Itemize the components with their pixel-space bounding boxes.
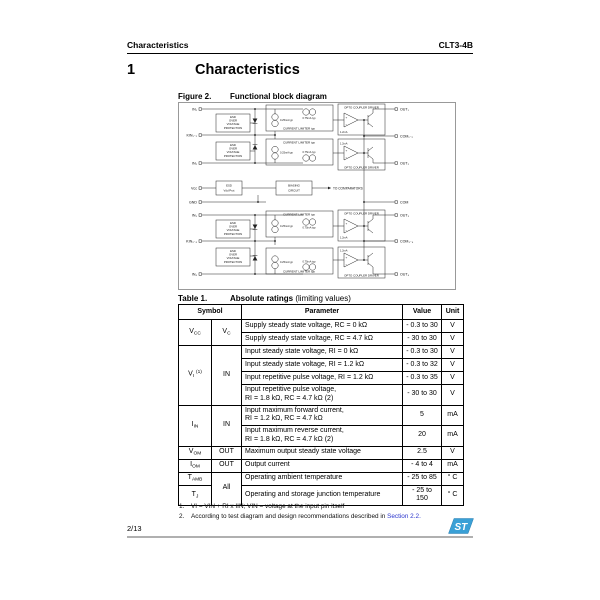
parameter-cell: Operating and storage junction temperature (242, 485, 403, 506)
footnote-number: 2. (179, 512, 185, 520)
svg-text:0.25mA typ: 0.25mA typ (280, 119, 293, 123)
svg-text:−: − (345, 155, 348, 160)
parameter-cell: Operating ambient temperature (242, 472, 403, 485)
svg-text:1.2mA: 1.2mA (340, 249, 348, 253)
svg-text:Vcc: Vcc (191, 186, 197, 191)
block-diagram-svg (178, 102, 456, 290)
table-row (179, 405, 464, 426)
running-header-left: Characteristics (127, 40, 189, 50)
svg-text:COM₃₋₄: COM₃₋₄ (400, 239, 414, 244)
value-cell: 5 (403, 405, 442, 426)
svg-text:OUT₃: OUT₃ (400, 213, 410, 218)
svg-text:CURRENT LIMITER typ: CURRENT LIMITER typ (282, 140, 316, 145)
parameter-cell: Input steady state voltage, RI = 0 kΩ (242, 346, 403, 359)
svg-text:0.25mA typ: 0.25mA typ (280, 225, 293, 228)
table-title: Absolute ratings (230, 294, 294, 303)
footer-rule (127, 536, 473, 538)
svg-text:CURRENT LIMITER typ: CURRENT LIMITER typ (282, 126, 316, 131)
unit-cell: V (442, 359, 464, 372)
svg-text:1.2mA: 1.2mA (340, 142, 348, 146)
unit-cell: V (442, 346, 464, 359)
parameter-cell: Input repetitive pulse voltage, RI = 1.8 kΩ, RC = 4.7 kΩ (2) (242, 385, 403, 406)
svg-text:KIN₁₋₂: KIN₁₋₂ (186, 133, 197, 138)
parameter-cell: Supply steady state voltage, RC = 0 kΩ (242, 320, 403, 333)
parameter-cell: Supply steady state voltage, RC = 4.7 kΩ (242, 333, 403, 346)
value-cell: - 4 to 4 (403, 459, 442, 472)
svg-text:OUT₁: OUT₁ (400, 107, 409, 112)
value-cell: - 25 to 150 (403, 485, 442, 506)
parameter-cell: Input steady state voltage, RI = 1.2 kΩ (242, 359, 403, 372)
running-header-right: CLT3-4B (438, 40, 473, 50)
col-unit: Unit (442, 305, 464, 320)
to-comparators-label: TO COMPARATORS (333, 186, 363, 191)
footnote-text: According to test diagram and design recommendations described in Section 2.2. (191, 512, 421, 520)
svg-text:PROTECTION: PROTECTION (223, 259, 243, 264)
svg-text:1.2mA: 1.2mA (340, 131, 348, 134)
svg-text:VOLTAGE: VOLTAGE (226, 228, 240, 233)
parameter-cell: Input maximum forward current, RI = 1.2 kΩ, RC = 4.7 kΩ (242, 405, 403, 426)
pin-cell: OUT (212, 459, 242, 472)
svg-text:PROTECTION: PROTECTION (223, 153, 243, 158)
svg-text:VOLTAGE: VOLTAGE (226, 122, 240, 127)
symbol-cell: $I_{OM}$ (179, 459, 212, 472)
table-row (179, 459, 464, 472)
unit-cell: ° C (442, 472, 464, 485)
unit-cell: mA (442, 426, 464, 447)
svg-text:VOLTAGE: VOLTAGE (226, 256, 240, 261)
svg-text:CURRENT LIMITER typ: CURRENT LIMITER typ (282, 269, 316, 274)
pin-cell: IN (212, 346, 242, 406)
svg-text:OPTO COUPLER DRIVER: OPTO COUPLER DRIVER (344, 211, 379, 216)
symbol-cell: $I_{IN}$ (179, 405, 212, 446)
unit-cell: V (442, 333, 464, 346)
svg-text:COM: COM (400, 200, 409, 205)
col-parameter: Parameter (242, 305, 403, 320)
svg-text:Vdd Prot: Vdd Prot (223, 188, 235, 193)
symbol-cell: $T_{AMB}$ (179, 472, 212, 485)
svg-text:+: + (345, 115, 348, 120)
svg-text:ESD: ESD (230, 115, 236, 119)
svg-text:0.25mA typ: 0.25mA typ (280, 151, 293, 155)
svg-text:IN₄: IN₄ (191, 272, 197, 277)
svg-text:+: + (345, 221, 348, 226)
value-cell: - 0.3 to 35 (403, 372, 442, 385)
functional-block-diagram (178, 102, 456, 290)
unit-cell: V (442, 320, 464, 333)
col-symbol: Symbol (179, 305, 242, 320)
table-row (179, 320, 464, 333)
svg-text:CURRENT LIMITER typ: CURRENT LIMITER typ (282, 212, 316, 217)
svg-text:IN₃: IN₃ (191, 213, 197, 218)
svg-text:0.75mA typ: 0.75mA typ (302, 226, 316, 230)
absolute-ratings-table (178, 304, 464, 506)
svg-text:OUT₂: OUT₂ (400, 161, 409, 166)
page-number: 2/13 (127, 524, 142, 533)
svg-text:OPTO COUPLER DRIVER: OPTO COUPLER DRIVER (344, 105, 379, 110)
st-logo-text: ST (454, 521, 468, 533)
value-cell: - 30 to 30 (403, 385, 442, 406)
symbol-cell: $V_{OM}$ (179, 446, 212, 459)
svg-text:VOLTAGE: VOLTAGE (226, 150, 240, 155)
value-cell: 2.5 (403, 446, 442, 459)
table-subtitle: (limiting values) (293, 294, 351, 303)
value-cell: - 0.3 to 30 (403, 320, 442, 333)
footnote-text: VI = VIN + RI x IIN; VIN = voltage at the input pin itself (191, 503, 345, 510)
svg-text:ESD: ESD (230, 143, 236, 147)
footnote-2 (179, 513, 421, 520)
svg-text:0.25mA typ: 0.25mA typ (280, 261, 293, 264)
st-logo-svg (448, 518, 474, 534)
table-label: Table 1. (178, 294, 208, 303)
unit-cell: V (442, 385, 464, 406)
pin-cell: OUT (212, 446, 242, 459)
table-caption (178, 294, 351, 303)
svg-text:IN₁: IN₁ (192, 107, 197, 112)
value-cell: - 30 to 30 (403, 333, 442, 346)
value-cell: - 0.3 to 30 (403, 346, 442, 359)
table-row (179, 472, 464, 485)
svg-text:+: + (345, 255, 348, 260)
value-cell: - 25 to 85 (403, 472, 442, 485)
parameter-cell: Input maximum reverse current, RI = 1.8 kΩ, RC = 4.7 kΩ (2) (242, 426, 403, 447)
symbol-cell: $V_I$ $^{(1)}$ (179, 346, 212, 406)
svg-text:OPTO COUPLER DRIVER: OPTO COUPLER DRIVER (344, 273, 379, 278)
svg-text:KIN₃₋₄: KIN₃₋₄ (186, 239, 197, 244)
header-rule (127, 53, 473, 54)
svg-text:−: − (345, 122, 348, 127)
svg-text:CIRCUIT: CIRCUIT (288, 188, 300, 193)
svg-text:0.75mA typ: 0.75mA typ (302, 260, 316, 264)
parameter-cell: Output current (242, 459, 403, 472)
unit-cell: ° C (442, 485, 464, 506)
figure-title: Functional block diagram (230, 92, 327, 101)
figure-caption (178, 92, 327, 101)
unit-cell: mA (442, 405, 464, 426)
svg-text:OVER: OVER (229, 252, 237, 257)
svg-text:GND: GND (189, 200, 197, 205)
svg-text:OUT₄: OUT₄ (400, 272, 410, 277)
unit-cell: mA (442, 459, 464, 472)
svg-text:COM₁₋₂: COM₁₋₂ (400, 134, 413, 139)
svg-text:ESD: ESD (226, 183, 232, 188)
parameter-cell: Maximum output steady state voltage (242, 446, 403, 459)
pin-cell: IN (212, 405, 242, 446)
svg-text:OVER: OVER (229, 224, 237, 229)
running-header (127, 40, 473, 50)
unit-cell: V (442, 372, 464, 385)
col-value: Value (403, 305, 442, 320)
svg-text:OPTO COUPLER DRIVER: OPTO COUPLER DRIVER (344, 165, 379, 170)
figure-label: Figure 2. (178, 92, 212, 101)
svg-text:−: − (345, 228, 348, 233)
svg-text:BIASING: BIASING (288, 183, 300, 188)
svg-text:IN₂: IN₂ (192, 161, 197, 166)
section-2-2-link[interactable]: Section 2.2. (387, 512, 421, 520)
footnote-number: 1. (179, 503, 185, 510)
parameter-cell: Input repetitive pulse voltage, RI = 1.2 kΩ (242, 372, 403, 385)
svg-text:−: − (345, 262, 348, 267)
st-logo (448, 518, 474, 539)
svg-text:PROTECTION: PROTECTION (223, 231, 243, 236)
svg-text:OVER: OVER (229, 118, 237, 123)
value-cell: - 0.3 to 32 (403, 359, 442, 372)
table-row (179, 346, 464, 359)
section-number: 1 (127, 62, 136, 78)
svg-text:0.75mA typ: 0.75mA typ (302, 151, 316, 154)
pin-cell: $V_C$ (212, 320, 242, 346)
value-cell: 20 (403, 426, 442, 447)
svg-text:ESD: ESD (230, 221, 236, 225)
svg-text:ESD: ESD (230, 249, 236, 253)
unit-cell: V (442, 446, 464, 459)
pin-cell: All (212, 472, 242, 506)
section-title: Characteristics (195, 62, 300, 78)
svg-text:OVER: OVER (229, 146, 237, 151)
section-heading (127, 62, 300, 78)
svg-text:PROTECTION: PROTECTION (223, 125, 243, 130)
svg-text:0.75mA typ: 0.75mA typ (302, 117, 316, 120)
symbol-cell: $V_{CC}$ (179, 320, 212, 346)
svg-text:1.2mA: 1.2mA (340, 236, 348, 240)
table-header-row (179, 305, 464, 320)
table-row (179, 446, 464, 459)
symbol-cell: $T_J$ (179, 485, 212, 506)
footnote-1 (179, 503, 344, 510)
svg-text:+: + (345, 148, 348, 153)
